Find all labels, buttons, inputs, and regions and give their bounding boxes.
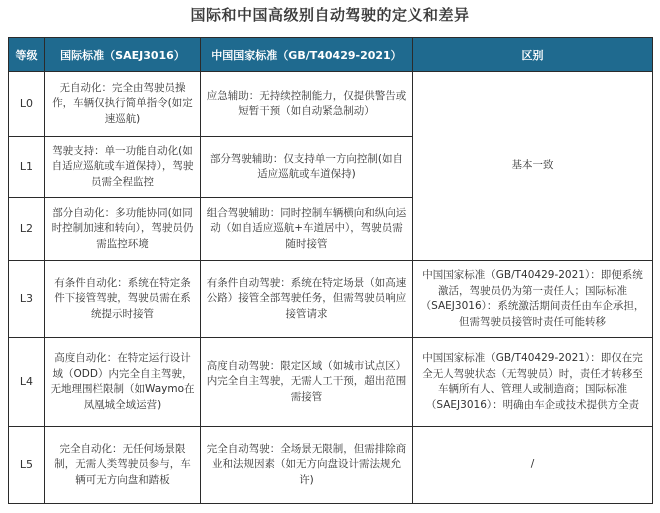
level-cell: L0 (9, 72, 45, 137)
intl-cell: 完全自动化：无任何场景限制，无需人类驾驶员参与，车辆可无方向盘和踏板 (45, 427, 201, 504)
intl-cell: 高度自动化：在特定运行设计域（ODD）内完全自主驾驶，无地理围栏限制（如Waymo在凤凰城全域运营) (45, 338, 201, 427)
diff-cell: 中国国家标准（GB/T40429-2021）：即便系统激活，驾驶员仍为第一责任人；国际标准（SAEJ3016）：系统激活期间责任由车企承担，但需驾驶员接管时责任可能转移 (413, 261, 653, 338)
table-row (9, 338, 653, 427)
header-cn-standard: 中国国家标准（GB/T40429-2021） (201, 38, 413, 72)
intl-cell: 无自动化：完全由驾驶员操作，车辆仅执行简单指令(如定速巡航) (45, 72, 201, 137)
cn-cell: 应急辅助：无持续控制能力，仅提供警告或短暂干预（如自动紧急制动） (201, 72, 413, 137)
header-difference: 区别 (413, 38, 653, 72)
level-cell: L2 (9, 198, 45, 261)
autonomy-comparison-table (8, 37, 653, 504)
diff-cell-merged: 基本一致 (413, 72, 653, 261)
cn-cell: 高度自动驾驶：限定区域（如城市试点区）内完全自主驾驶，无需人工干预，超出范围需接管 (201, 338, 413, 427)
level-cell: L1 (9, 137, 45, 198)
table-header-row (9, 38, 653, 72)
level-cell: L5 (9, 427, 45, 504)
cn-cell: 部分驾驶辅助：仅支持单一方向控制(如自适应巡航或车道保持) (201, 137, 413, 198)
intl-cell: 驾驶支持：单一功能自动化(如自适应巡航或车道保持），驾驶员需全程监控 (45, 137, 201, 198)
page-title: 国际和中国高级别自动驾驶的定义和差异 (190, 6, 470, 24)
cn-cell: 组合驾驶辅助：同时控制车辆横向和纵向运动（如自适应巡航+车道居中），驾驶员需随时接管 (201, 198, 413, 261)
diff-cell: 中国国家标准（GB/T40429-2021）：即仅在完全无人驾驶状态（无驾驶员）时，责任才转移至车辆所有人、管理人或制造商；国际标准（SAEJ3016）：明确由车企或技术提供方全责 (413, 338, 653, 427)
intl-cell: 有条件自动化：系统在特定条件下接管驾驶，驾驶员需在系统提示时接管 (45, 261, 201, 338)
diff-cell: / (413, 427, 653, 504)
cn-cell: 完全自动驾驶：全场景无限制，但需排除商业和法规因素（如无方向盘设计需法规允许) (201, 427, 413, 504)
level-cell: L3 (9, 261, 45, 338)
cn-cell: 有条件自动驾驶：系统在特定场景（如高速公路）接管全部驾驶任务，但需驾驶员响应接管请求 (201, 261, 413, 338)
header-level: 等级 (9, 38, 45, 72)
table-row (9, 72, 653, 137)
table-row (9, 261, 653, 338)
level-cell: L4 (9, 338, 45, 427)
intl-cell: 部分自动化：多功能协同(如同时控制加速和转向），驾驶员仍需监控环境 (45, 198, 201, 261)
header-intl-standard: 国际标准（SAEJ3016） (45, 38, 201, 72)
table-row (9, 427, 653, 504)
